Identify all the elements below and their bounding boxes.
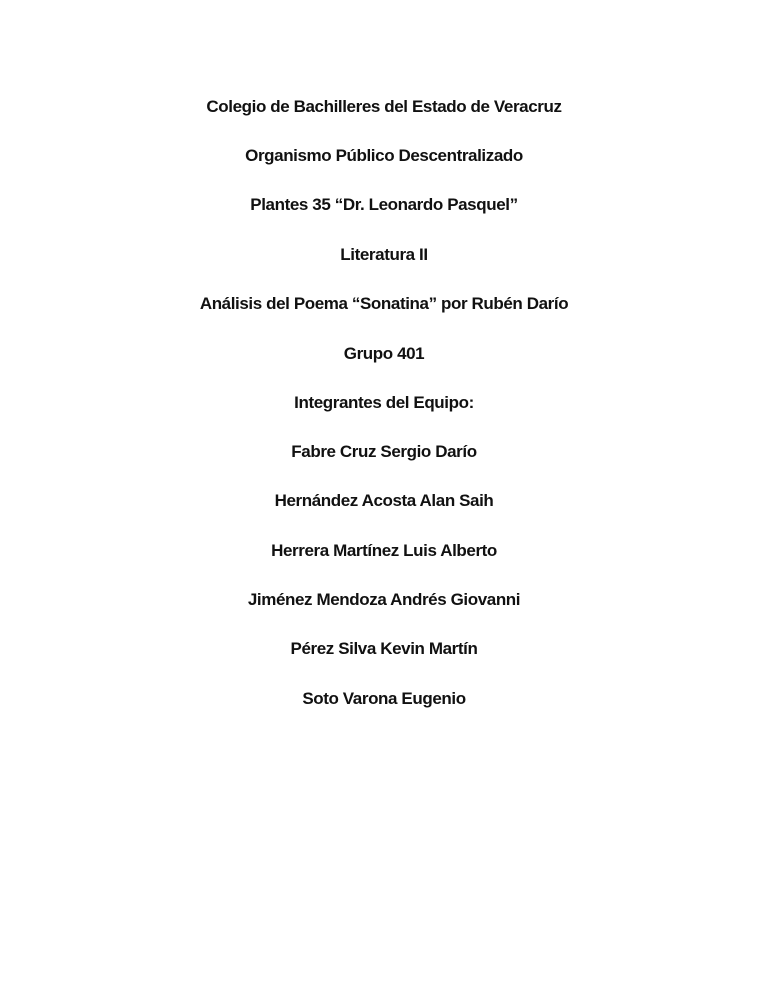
team-member: Pérez Silva Kevin Martín	[290, 639, 478, 658]
group-line: Grupo 401	[343, 344, 425, 363]
team-heading: Integrantes del Equipo:	[294, 393, 474, 412]
campus-line: Plantes 35 “Dr. Leonardo Pasquel”	[250, 195, 518, 214]
team-member: Fabre Cruz Sergio Darío	[291, 442, 477, 461]
institution-line: Colegio de Bachilleres del Estado de Veracruz	[206, 97, 562, 116]
subject-line: Literatura II	[340, 245, 428, 264]
team-member: Hernández Acosta Alan Saih	[274, 491, 494, 510]
team-member: Soto Varona Eugenio	[302, 689, 466, 708]
organism-line: Organismo Público Descentralizado	[245, 146, 523, 165]
assignment-title: Análisis del Poema “Sonatina” por Rubén Darío	[199, 294, 569, 313]
team-member: Jiménez Mendoza Andrés Giovanni	[247, 590, 521, 609]
team-member: Herrera Martínez Luis Alberto	[271, 541, 497, 560]
